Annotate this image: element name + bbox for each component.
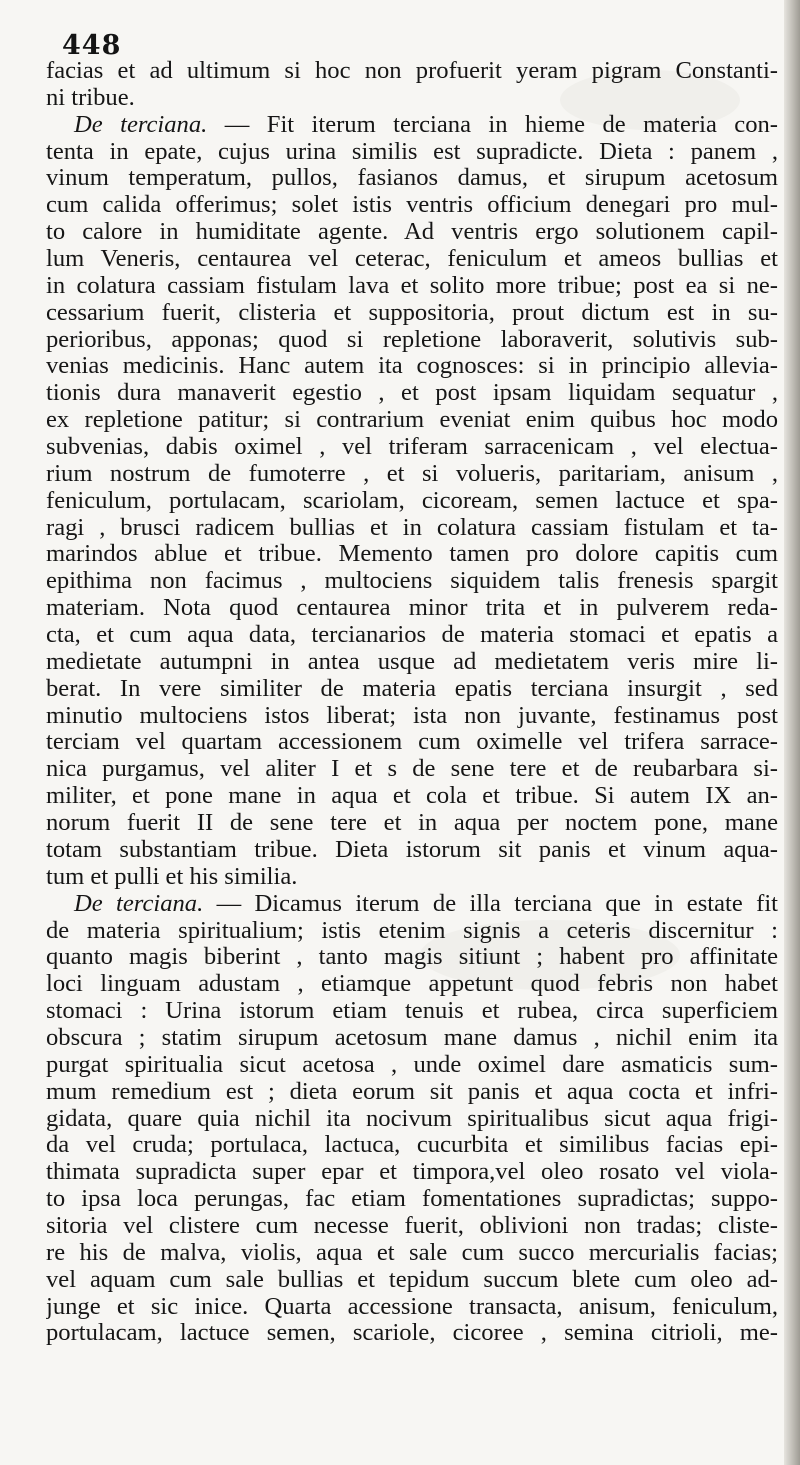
text-line: ni tribue. [46, 84, 135, 111]
text-line: perioribus, apponas; quod si repletione laboraverit, solutivis sub- [46, 326, 778, 353]
text-line: gidata, quare quia nichil ita nocivum spiritualibus sicut aqua frigi- [46, 1105, 778, 1132]
text-line: materiam. Nota quod centaurea minor trita et in pulverem reda- [46, 595, 778, 622]
text-line: cta, et cum aqua data, tercianarios de materia stomaci et epatis a [46, 622, 778, 649]
text-line: tum et pulli et his similia. [46, 863, 298, 890]
text-line: venias medicinis. Hanc autem ita cognosces: si in principio allevia- [46, 353, 778, 380]
text-line: vinum temperatum, pullos, fasianos damus, et sirupum acetosum [46, 165, 778, 192]
text-line: norum fuerit II de sene tere et in aqua per noctem pone, mane [46, 810, 778, 837]
text-line: tionis dura manaverit egestio , et post ipsam liquidam sequatur , [46, 380, 778, 407]
text-line: cum calida offerimus; solet istis ventris officium denegari pro mul- [46, 192, 778, 219]
text-line: cessarium fuerit, clisteria et suppositoria, prout dictum est in su- [46, 299, 778, 326]
text-line: portulacam, lactuce semen, scariole, cicoree , semina citrioli, me- [46, 1320, 778, 1347]
text-line: to ipsa loca perungas, fac etiam fomentationes supradictas; suppo- [46, 1186, 778, 1213]
text-line: vel aquam cum sale bullias et tepidum succum blete cum oleo ad- [46, 1266, 778, 1293]
body-text [46, 58, 778, 1347]
text-line: sitoria vel clistere cum necesse fuerit, oblivioni non tradas; cliste- [46, 1212, 778, 1239]
paragraph-first-line [46, 112, 778, 139]
text-line: de materia spiritualium; istis etenim signis a ceteris discernitur : [46, 917, 778, 944]
text-line: feniculum, portulacam, scariolam, cicoream, semen lactuce et spa- [46, 487, 778, 514]
text-line: tenta in epate, cujus urina similis est supradicte. Dieta : panem , [46, 138, 778, 165]
text-line: minutio multociens istos liberat; ista non juvante, festinamus post [46, 702, 778, 729]
text-line: mum remedium est ; dieta eorum sit panis et aqua cocta et infri- [46, 1078, 778, 1105]
text-line: medietate autumpni in antea usque ad medietatem veris mire li- [46, 648, 778, 675]
text-line: ex repletione patitur; si contrarium eveniat enim quibus hoc modo [46, 407, 778, 434]
text-line: epithima non facimus , multociens siquidem talis frenesis spargit [46, 568, 778, 595]
text-line: totam substantiam tribue. Dieta istorum sit panis et vinum aqua- [46, 836, 778, 863]
text-line: purgat spiritualia sicut acetosa , unde oximel dare asmaticis sum- [46, 1051, 778, 1078]
text-line: stomaci : Urina istorum etiam tenuis et rubea, circa superficiem [46, 998, 778, 1025]
text-line: lum Veneris, centaurea vel ceterac, feniculum et ameos bullias et [46, 246, 778, 273]
section-heading: De terciana. [74, 111, 208, 138]
section-heading: De terciana. [74, 890, 204, 917]
text-line: to calore in humiditate agente. Ad ventris ergo solutionem capil- [46, 219, 778, 246]
text-line: junge et sic inice. Quarta accessione transacta, anisum, feniculum, [46, 1293, 778, 1320]
text-line: obscura ; statim sirupum acetosum mane damus , nichil enim ita [46, 1024, 778, 1051]
text-line: militer, et pone mane in aqua et cola et tribue. Si autem IX an- [46, 783, 778, 810]
text-line: berat. In vere similiter de materia epatis terciana insurgit , sed [46, 675, 778, 702]
text-line: re his de malva, violis, aqua et sale cum succo mercurialis facias; [46, 1239, 778, 1266]
text-line: nica purgamus, vel aliter I et s de sene tere et de reubarbara si- [46, 756, 778, 783]
text-run: — Fit iterum terciana in hieme de materia con- [207, 111, 778, 138]
text-line: in colatura cassiam fistulam lava et solito more tribue; post ea si ne- [46, 272, 778, 299]
page-edge-shadow [784, 0, 800, 1465]
text-line: rium nostrum de fumoterre , et si volueris, paritariam, anisum , [46, 460, 778, 487]
text-line: thimata supradicta super epar et timpora,vel oleo rosato vel viola- [46, 1159, 778, 1186]
text-line: ragi , brusci radicem bullias et in colatura cassiam fistulam et ta- [46, 514, 778, 541]
text-line: marindos ablue et tribue. Memento tamen pro dolore capitis cum [46, 541, 778, 568]
text-line: facias et ad ultimum si hoc non profuerit yeram pigram Constanti- [46, 58, 778, 84]
text-line: subvenias, dabis oximel , vel triferam sarracenicam , vel electua- [46, 434, 778, 461]
text-line: terciam vel quartam accessionem cum oximelle vel trifera sarrace- [46, 729, 778, 756]
text-line: da vel cruda; portulaca, lactuca, cucurbita et similibus facias epi- [46, 1132, 778, 1159]
paragraph-first-line [46, 891, 778, 918]
text-line: quanto magis biberint , tanto magis sitiunt ; habent pro affinitate [46, 944, 778, 971]
text-line: loci linguam adustam , etiamque appetunt quod febris non habet [46, 971, 778, 998]
page-number: 448 [62, 30, 122, 61]
text-run: — Dicamus iterum de illa terciana que in estate fit [203, 890, 778, 917]
